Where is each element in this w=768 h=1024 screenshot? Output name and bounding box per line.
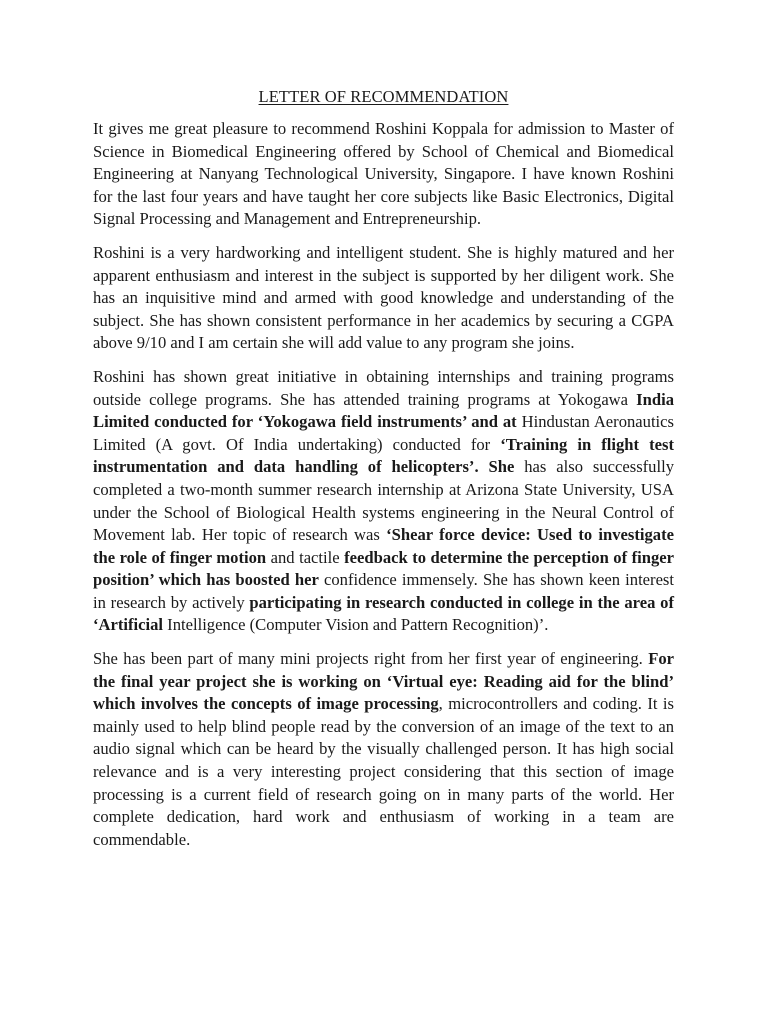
text-segment: , microcontrollers and coding. It is mainly used to help blind people read by the conversion of an image of the text to an audio signal which can be heard by the visually challenged person. It has high social relevance and is a very interesting project considering that this section of image processing is a current field of research going on in many parts of the world. Her complete dedication, hard work and enthusiasm of working in a team are commendable. bbox=[93, 694, 674, 849]
text-segment: Roshini has shown great initiative in obtaining internships and training programs outside college programs. She has attended training programs at Yokogawa bbox=[93, 366, 674, 409]
text-segment: and tactile bbox=[266, 547, 345, 567]
letter-page bbox=[93, 86, 674, 862]
text-segment: has also successfully completed a two-month summer research internship at Arizona State University, USA under the School of Biological Health systems engineering in the Neural Control of Movement lab. Her topic of research was bbox=[93, 457, 674, 545]
text-segment: Intelligence (Computer Vision and Pattern Recognition)’. bbox=[163, 615, 549, 635]
paragraph-academics bbox=[93, 242, 674, 355]
paragraph-text: Roshini is a very hardworking and intelligent student. She is highly matured and her apparent enthusiasm and interest in the subject is supported by her diligent work. She has an inquisitive mind and armed with good knowledge and understanding of the subject. She has shown consistent performance in her academics by securing a CGPA above 9/10 and I am certain she will add value to any program she joins. bbox=[93, 242, 674, 353]
bold-segment: feedback to determine the perception of finger position’ which has boosted her bbox=[93, 547, 675, 590]
text-segment: confidence immensely. She has shown keen interest in research by actively bbox=[93, 570, 674, 612]
paragraph-text: It gives me great pleasure to recommend Roshini Koppala for admission to Master of Science in Biomedical Engineering offered by School of Chemical and Biomedical Engineering at Nanyang Technological University, Singapore. I have known Roshini for the last four years and have taught her core subjects like Basic Electronics, Digital Signal Processing and Management and Entrepreneurship. bbox=[93, 119, 674, 229]
bold-segment: participating in research conducted in college in the area of ‘Artificial bbox=[93, 592, 674, 635]
bold-segment: For the final year project she is working on ‘Virtual eye: Reading aid for the blind’ which involves the concepts of image processing bbox=[93, 649, 674, 714]
letter-title: LETTER OF RECOMMENDATION bbox=[258, 87, 509, 106]
bold-segment: India Limited conducted for ‘Yokogawa field instruments’ and at bbox=[93, 389, 674, 432]
paragraph-introduction bbox=[93, 118, 674, 231]
paragraph-projects bbox=[93, 648, 674, 851]
bold-segment: ‘Training in flight test instrumentation and data handling of helicopters’. She bbox=[93, 434, 674, 477]
text-segment: Hindustan Aeronautics Limited (A govt. Of India undertaking) conducted for bbox=[93, 412, 674, 454]
bold-segment: ‘Shear force device: Used to investigate the role of finger motion bbox=[93, 525, 674, 567]
text-segment: She has been part of many mini projects right from her first year of engineering. bbox=[93, 649, 649, 669]
paragraph-internships bbox=[93, 366, 674, 637]
